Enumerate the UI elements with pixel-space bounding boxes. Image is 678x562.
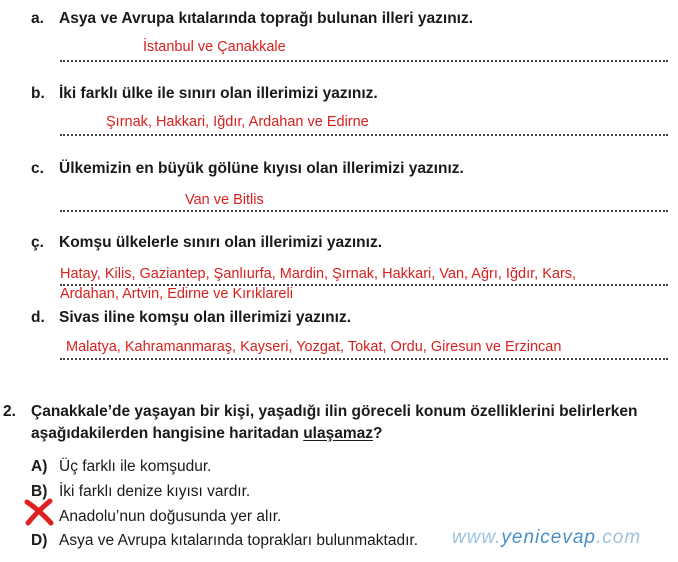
- item-d-answer-line: [60, 358, 668, 360]
- item-c-letter: c.: [31, 160, 44, 177]
- question-2-question-mark: ?: [373, 425, 383, 442]
- item-b-answer: Şırnak, Hakkari, Iğdır, Ardahan ve Edirne: [106, 114, 369, 130]
- question-2-line2-text: aşağıdakilerden hangisine haritadan: [31, 425, 304, 442]
- question-2-number: 2.: [3, 403, 16, 420]
- site-watermark: [452, 527, 641, 549]
- question-2-underlined-word: ulaşamaz: [303, 425, 373, 442]
- item-a-answer-line: [60, 60, 668, 62]
- item-b-answer-line: [60, 134, 668, 136]
- item-a-question: Asya ve Avrupa kıtalarında toprağı bulunan illeri yazınız.: [59, 10, 474, 27]
- item-a-answer: İstanbul ve Çanakkale: [143, 39, 286, 55]
- option-c-text: Anadolu’nun doğusunda yer alır.: [59, 508, 282, 525]
- item-c-cedilla-letter: ç.: [31, 234, 44, 251]
- watermark-prefix: www.: [452, 527, 502, 548]
- question-2-stem: [31, 401, 637, 445]
- option-d-text: Asya ve Avrupa kıtalarında toprakları bulunmaktadır.: [59, 532, 418, 549]
- red-cross-mark-icon: [24, 498, 54, 526]
- option-d-letter: D): [31, 532, 48, 549]
- item-a-letter: a.: [31, 10, 44, 27]
- item-b-letter: b.: [31, 85, 45, 102]
- question-2-line1: Çanakkale’de yaşayan bir kişi, yaşadığı ilin göreceli konum özelliklerini belirlerken: [31, 403, 638, 420]
- item-c-cedilla-answer-line: [60, 284, 668, 286]
- item-c-answer: Van ve Bitlis: [185, 192, 264, 208]
- item-c-cedilla-answer-line1: Hatay, Kilis, Gaziantep, Şanlıurfa, Mardin, Şırnak, Hakkari, Van, Ağrı, Iğdır, Kars,: [60, 266, 577, 282]
- item-c-question: Ülkemizin en büyük gölüne kıyısı olan illerimizi yazınız.: [59, 160, 464, 177]
- item-c-cedilla-answer-line2: Ardahan, Artvin, Edirne ve Kırıklareli: [60, 286, 293, 302]
- option-a-text: Üç farklı ile komşudur.: [59, 458, 212, 475]
- item-d-question: Sivas iline komşu olan illerimizi yazınız.: [59, 309, 352, 326]
- option-b-letter: B): [31, 483, 48, 500]
- item-c-cedilla-question: Komşu ülkelerle sınırı olan illerimizi yazınız.: [59, 234, 383, 251]
- item-b-question: İki farklı ülke ile sınırı olan illerimizi yazınız.: [59, 85, 378, 102]
- option-a-letter: A): [31, 458, 48, 475]
- item-d-letter: d.: [31, 309, 45, 326]
- option-b-text: İki farklı denize kıyısı vardır.: [59, 483, 251, 500]
- watermark-highlight: yenicevap: [501, 527, 596, 548]
- item-d-answer: Malatya, Kahramanmaraş, Kayseri, Yozgat, Tokat, Ordu, Giresun ve Erzincan: [66, 339, 562, 355]
- item-c-answer-line: [60, 210, 668, 212]
- watermark-suffix: .com: [595, 527, 642, 548]
- question-2-line2: [31, 423, 637, 445]
